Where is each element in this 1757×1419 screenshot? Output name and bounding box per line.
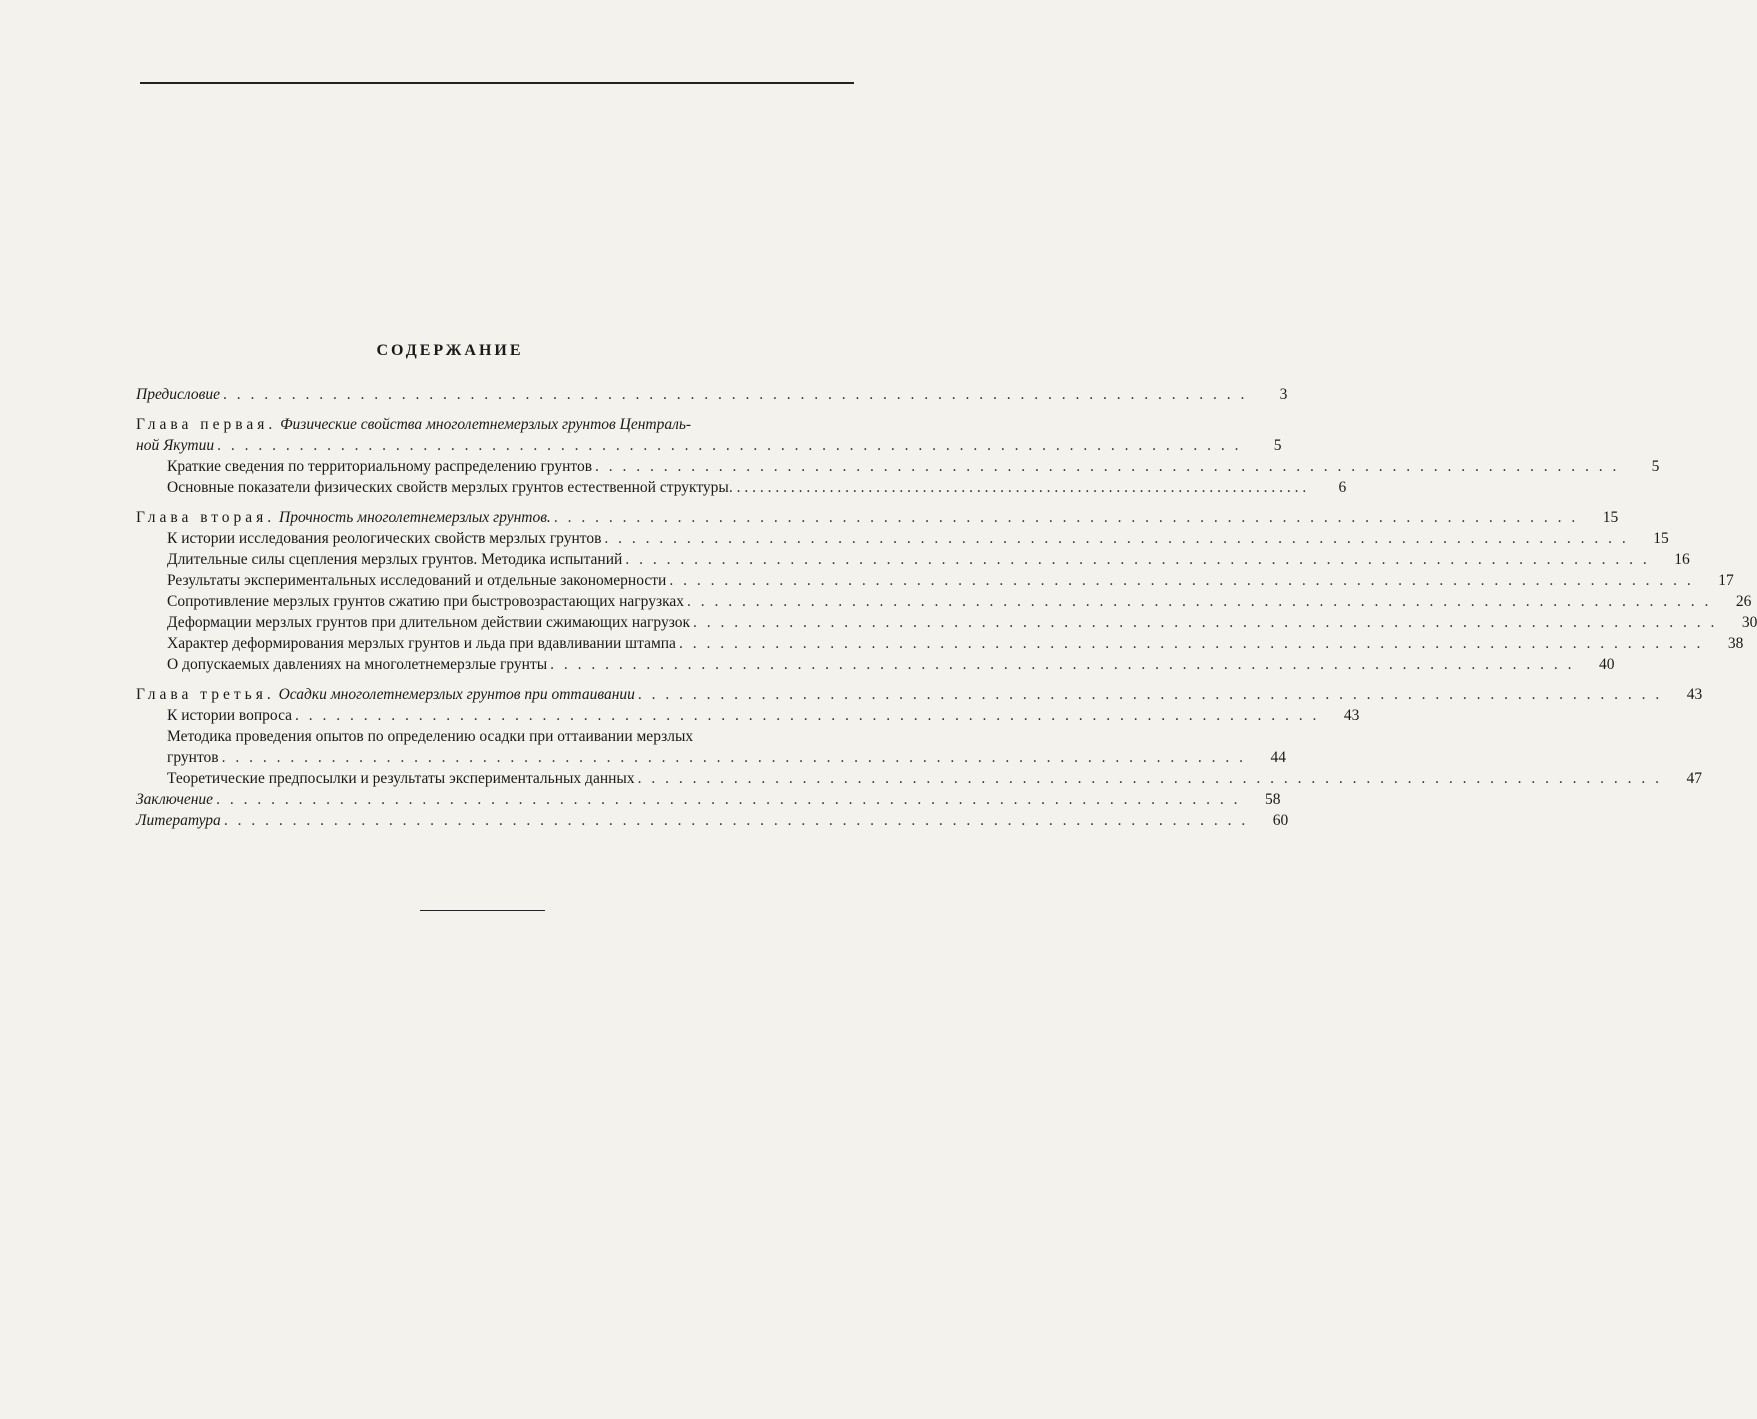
toc-entry-conclusion[interactable] (136, 789, 1281, 810)
toc-item[interactable] (136, 456, 1660, 477)
toc-label: Теоретические предпосылки и результаты экспериментальных данных (167, 770, 635, 787)
dot-leader (604, 528, 1628, 549)
toc-label: О допускаемых давлениях на многолетнемерзлые грунты (167, 656, 548, 673)
toc-label: Литература (136, 812, 221, 829)
toc-page: 15 (1653, 530, 1669, 547)
table-of-contents (136, 384, 1757, 831)
toc-label: Деформации мерзлых грунтов при длительном действии сжимающих нагрузок (167, 614, 691, 631)
page-title: СОДЕРЖАНИЕ (376, 342, 524, 359)
toc-item[interactable] (136, 477, 1347, 498)
toc-label: Характер деформирования мерзлых грунтов и льда при вдавливании штампа (167, 635, 676, 652)
toc-item[interactable] (136, 705, 1360, 726)
dot-leader (679, 633, 1703, 654)
toc-label: Методика проведения опытов по определению осадки при оттаивании мерзлых (167, 728, 694, 745)
toc-label: Заключение (136, 791, 214, 808)
dot-leader (729, 477, 1306, 498)
toc-item[interactable] (136, 633, 1744, 654)
toc-page: 26 (1735, 593, 1752, 610)
chapter-title: Физические свойства многолетнемерзлых грунтов Централь- (280, 416, 692, 433)
toc-page: 17 (1718, 572, 1734, 589)
dot-leader (687, 591, 1711, 612)
toc-page: 58 (1264, 791, 1281, 808)
dot-leader (554, 507, 1578, 528)
toc-page: 16 (1674, 551, 1690, 568)
dot-leader (693, 612, 1717, 633)
dot-leader (223, 384, 1247, 405)
toc-chapter-3[interactable] (136, 684, 1703, 705)
toc-item[interactable] (136, 768, 1702, 789)
toc-label: К истории исследования реологических свойств мерзлых грунтов (167, 530, 602, 547)
toc-item[interactable] (136, 591, 1752, 612)
toc-label: К истории вопроса (167, 707, 293, 724)
toc-item[interactable] (136, 570, 1734, 591)
dot-leader (222, 747, 1246, 768)
toc-chapter-1-cont[interactable] (136, 435, 1282, 456)
toc-page: 44 (1270, 749, 1286, 766)
chapter-prefix: Глава первая. (136, 416, 277, 433)
dot-leader (669, 570, 1693, 591)
toc-label: грунтов (167, 749, 219, 766)
dot-leader (217, 435, 1241, 456)
toc-chapter-2[interactable] (136, 507, 1619, 528)
chapter-title-cont: ной Якутии (136, 437, 215, 454)
toc-label: Краткие сведения по территориальному распределению грунтов (167, 458, 593, 475)
toc-page: 60 (1272, 812, 1289, 829)
toc-entry-literature[interactable] (136, 810, 1289, 831)
chapter-prefix: Глава вторая. (136, 509, 276, 526)
toc-label: Результаты экспериментальных исследований и отдельные закономерности (167, 572, 667, 589)
toc-page: 5 (1651, 458, 1660, 475)
toc-label: Основные показатели физических свойств мерзлых грунтов естественной структуры (167, 479, 729, 496)
toc-entry-preface[interactable] (136, 384, 1288, 405)
dot-leader (638, 684, 1662, 705)
toc-page: 3 (1279, 386, 1288, 403)
dot-leader (595, 456, 1619, 477)
toc-page: 40 (1599, 656, 1615, 673)
bottom-rule (420, 910, 545, 911)
toc-item[interactable] (136, 612, 1757, 633)
dot-leader (295, 705, 1319, 726)
toc-label: Предисловие (136, 386, 220, 403)
toc-item[interactable] (136, 549, 1690, 570)
toc-item-cont[interactable] (136, 747, 1286, 768)
toc-item[interactable] (136, 726, 854, 747)
toc-page: 6 (1338, 479, 1347, 496)
dot-leader (638, 768, 1662, 789)
toc-chapter-1[interactable] (136, 414, 854, 435)
toc-item[interactable] (136, 528, 1669, 549)
toc-label: Сопротивление мерзлых грунтов сжатию при быстровозрастающих нагрузках (167, 593, 685, 610)
toc-page: 38 (1727, 635, 1744, 652)
toc-label: Длительные силы сцепления мерзлых грунтов. Методика испытаний (167, 551, 623, 568)
toc-page: 43 (1343, 707, 1360, 724)
chapter-title: Осадки многолетнемерзлых грунтов при оттаивании (278, 686, 635, 703)
dot-leader (216, 789, 1240, 810)
top-rule (140, 82, 854, 84)
toc-page: 47 (1686, 770, 1702, 787)
chapter-prefix: Глава третья. (136, 686, 275, 703)
chapter-title: Прочность многолетнемерзлых грунтов. (279, 509, 551, 526)
dot-leader (224, 810, 1248, 831)
toc-item[interactable] (136, 654, 1615, 675)
toc-page: 30 (1741, 614, 1757, 631)
toc-page: 15 (1602, 509, 1619, 526)
dot-leader (625, 549, 1649, 570)
toc-page: 5 (1273, 437, 1282, 454)
toc-page: 43 (1686, 686, 1703, 703)
dot-leader (550, 654, 1574, 675)
